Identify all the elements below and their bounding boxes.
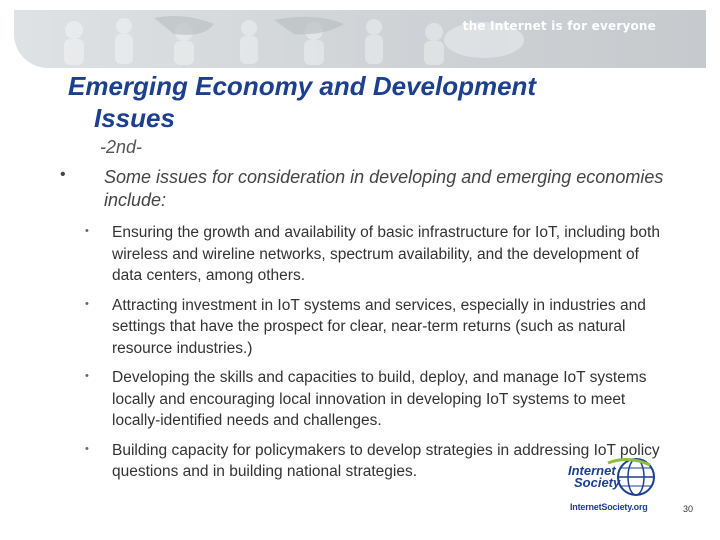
- page-number: 30: [683, 504, 694, 514]
- logo-url: InternetSociety.org: [570, 502, 648, 512]
- bullet-marker: •: [85, 442, 89, 455]
- list-item: [85, 222, 660, 287]
- main-bullet: [60, 166, 680, 212]
- logo-word-society: Society: [574, 475, 621, 490]
- slide-title: [68, 70, 628, 134]
- list-item-text: Ensuring the growth and availability of basic infrastructure for IoT, including both wireless and wireline networks, spectrum availability, and the development of data centers, among others.: [112, 224, 660, 284]
- list-item-text: Developing the skills and capacities to build, deploy, and manage IoT systems locally and encouraging local innovation in developing IoT systems to meet locally-identified needs and challenges.: [112, 369, 647, 429]
- bullet-marker: •: [85, 225, 89, 237]
- bullet-marker: •: [85, 370, 89, 382]
- list-item-text: Attracting investment in IoT systems and services, especially in industries and settings that have the prospect for clear, near-term returns (such as natural resource industries.): [112, 296, 646, 357]
- logo-word-internet: Internet: [568, 463, 616, 478]
- sub-bullet-list: [85, 222, 660, 491]
- bullet-marker: •: [60, 166, 66, 183]
- list-item: [85, 295, 660, 360]
- tagline: the Internet is for everyone: [462, 19, 656, 33]
- list-item: [85, 367, 660, 432]
- bullet-marker: •: [85, 297, 89, 310]
- title-line-1: Emerging Economy and Development: [68, 71, 537, 101]
- list-item-text: Building capacity for policymakers to develop strategies in addressing IoT policy questions and in building national strategies.: [112, 441, 660, 480]
- main-bullet-text: Some issues for consideration in developing and emerging economies include:: [104, 167, 664, 210]
- header-banner: [14, 10, 706, 68]
- title-line-2: Issues: [94, 103, 175, 133]
- slide-subtitle: -2nd-: [100, 137, 143, 157]
